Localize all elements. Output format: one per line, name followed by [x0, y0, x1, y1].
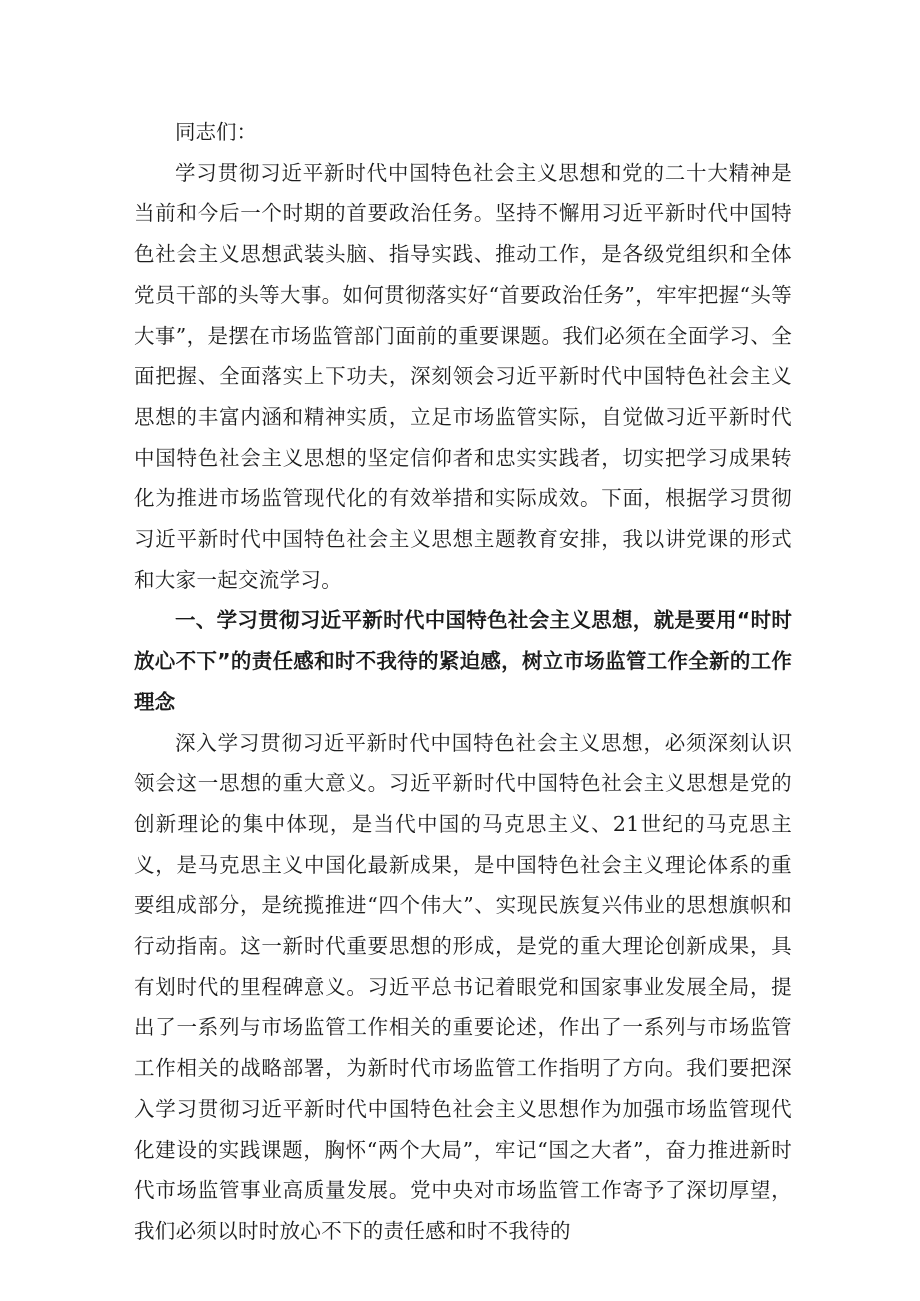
section-heading-1: 一、学习贯彻习近平新时代中国特色社会主义思想，就是要用“时时放心不下”的责任感和时不我待的紧迫感，树立市场监管工作全新的工作理念 [134, 608, 792, 714]
intro-paragraph: 学习贯彻习近平新时代中国特色社会主义思想和党的二十大精神是当前和今后一个时期的首要政治任务。坚持不懈用习近平新时代中国特色社会主义思想武装头脑、指导实践、推动工作，是各级党组织和全体党员干部的头等大事。如何贯彻落实好“首要政治任务”，牢牢把握“头等大事”，是摆在市场监管部门面前的重要课题。我们必须在全面学习、全面把握、全面落实上下功夫，深刻领会习近平新时代中国特色社会主义思想的丰富内涵和精神实质，立足市场监管实际，自觉做习近平新时代中国特色社会主义思想的坚定信仰者和忠实实践者，切实把学习成果转化为推进市场监管现代化的有效举措和实际成效。下面，根据学习贯彻习近平新时代中国特色社会主义思想主题教育安排，我以讲党课的形式和大家一起交流学习。 [134, 160, 792, 592]
document-page [134, 112, 792, 1252]
salutation: 同志们： [175, 120, 257, 144]
section-1-paragraph: 深入学习贯彻习近平新时代中国特色社会主义思想，必须深刻认识领会这一思想的重大意义。习近平新时代中国特色社会主义思想是党的创新理论的集中体现，是当代中国的马克思主义、21世纪的马克思主义，是马克思主义中国化最新成果，是中国特色社会主义理论体系的重要组成部分，是统揽推进“四个伟大”、实现民族复兴伟业的思想旗帜和行动指南。这一新时代重要思想的形成，是党的重大理论创新成果，具有划时代的里程碑意义。习近平总书记着眼党和国家事业发展全局，提出了一系列与市场监管工作相关的重要论述，作出了一系列与市场监管工作相关的战略部署，为新时代市场监管工作指明了方向。我们要把深入学习贯彻习近平新时代中国特色社会主义思想作为加强市场监管现代化建设的实践课题，胸怀“两个大局”，牢记“国之大者”，奋力推进新时代市场监管事业高质量发展。党中央对市场监管工作寄予了深切厚望，我们必须以时时放心不下的责任感和时不我待的 [134, 730, 792, 1243]
